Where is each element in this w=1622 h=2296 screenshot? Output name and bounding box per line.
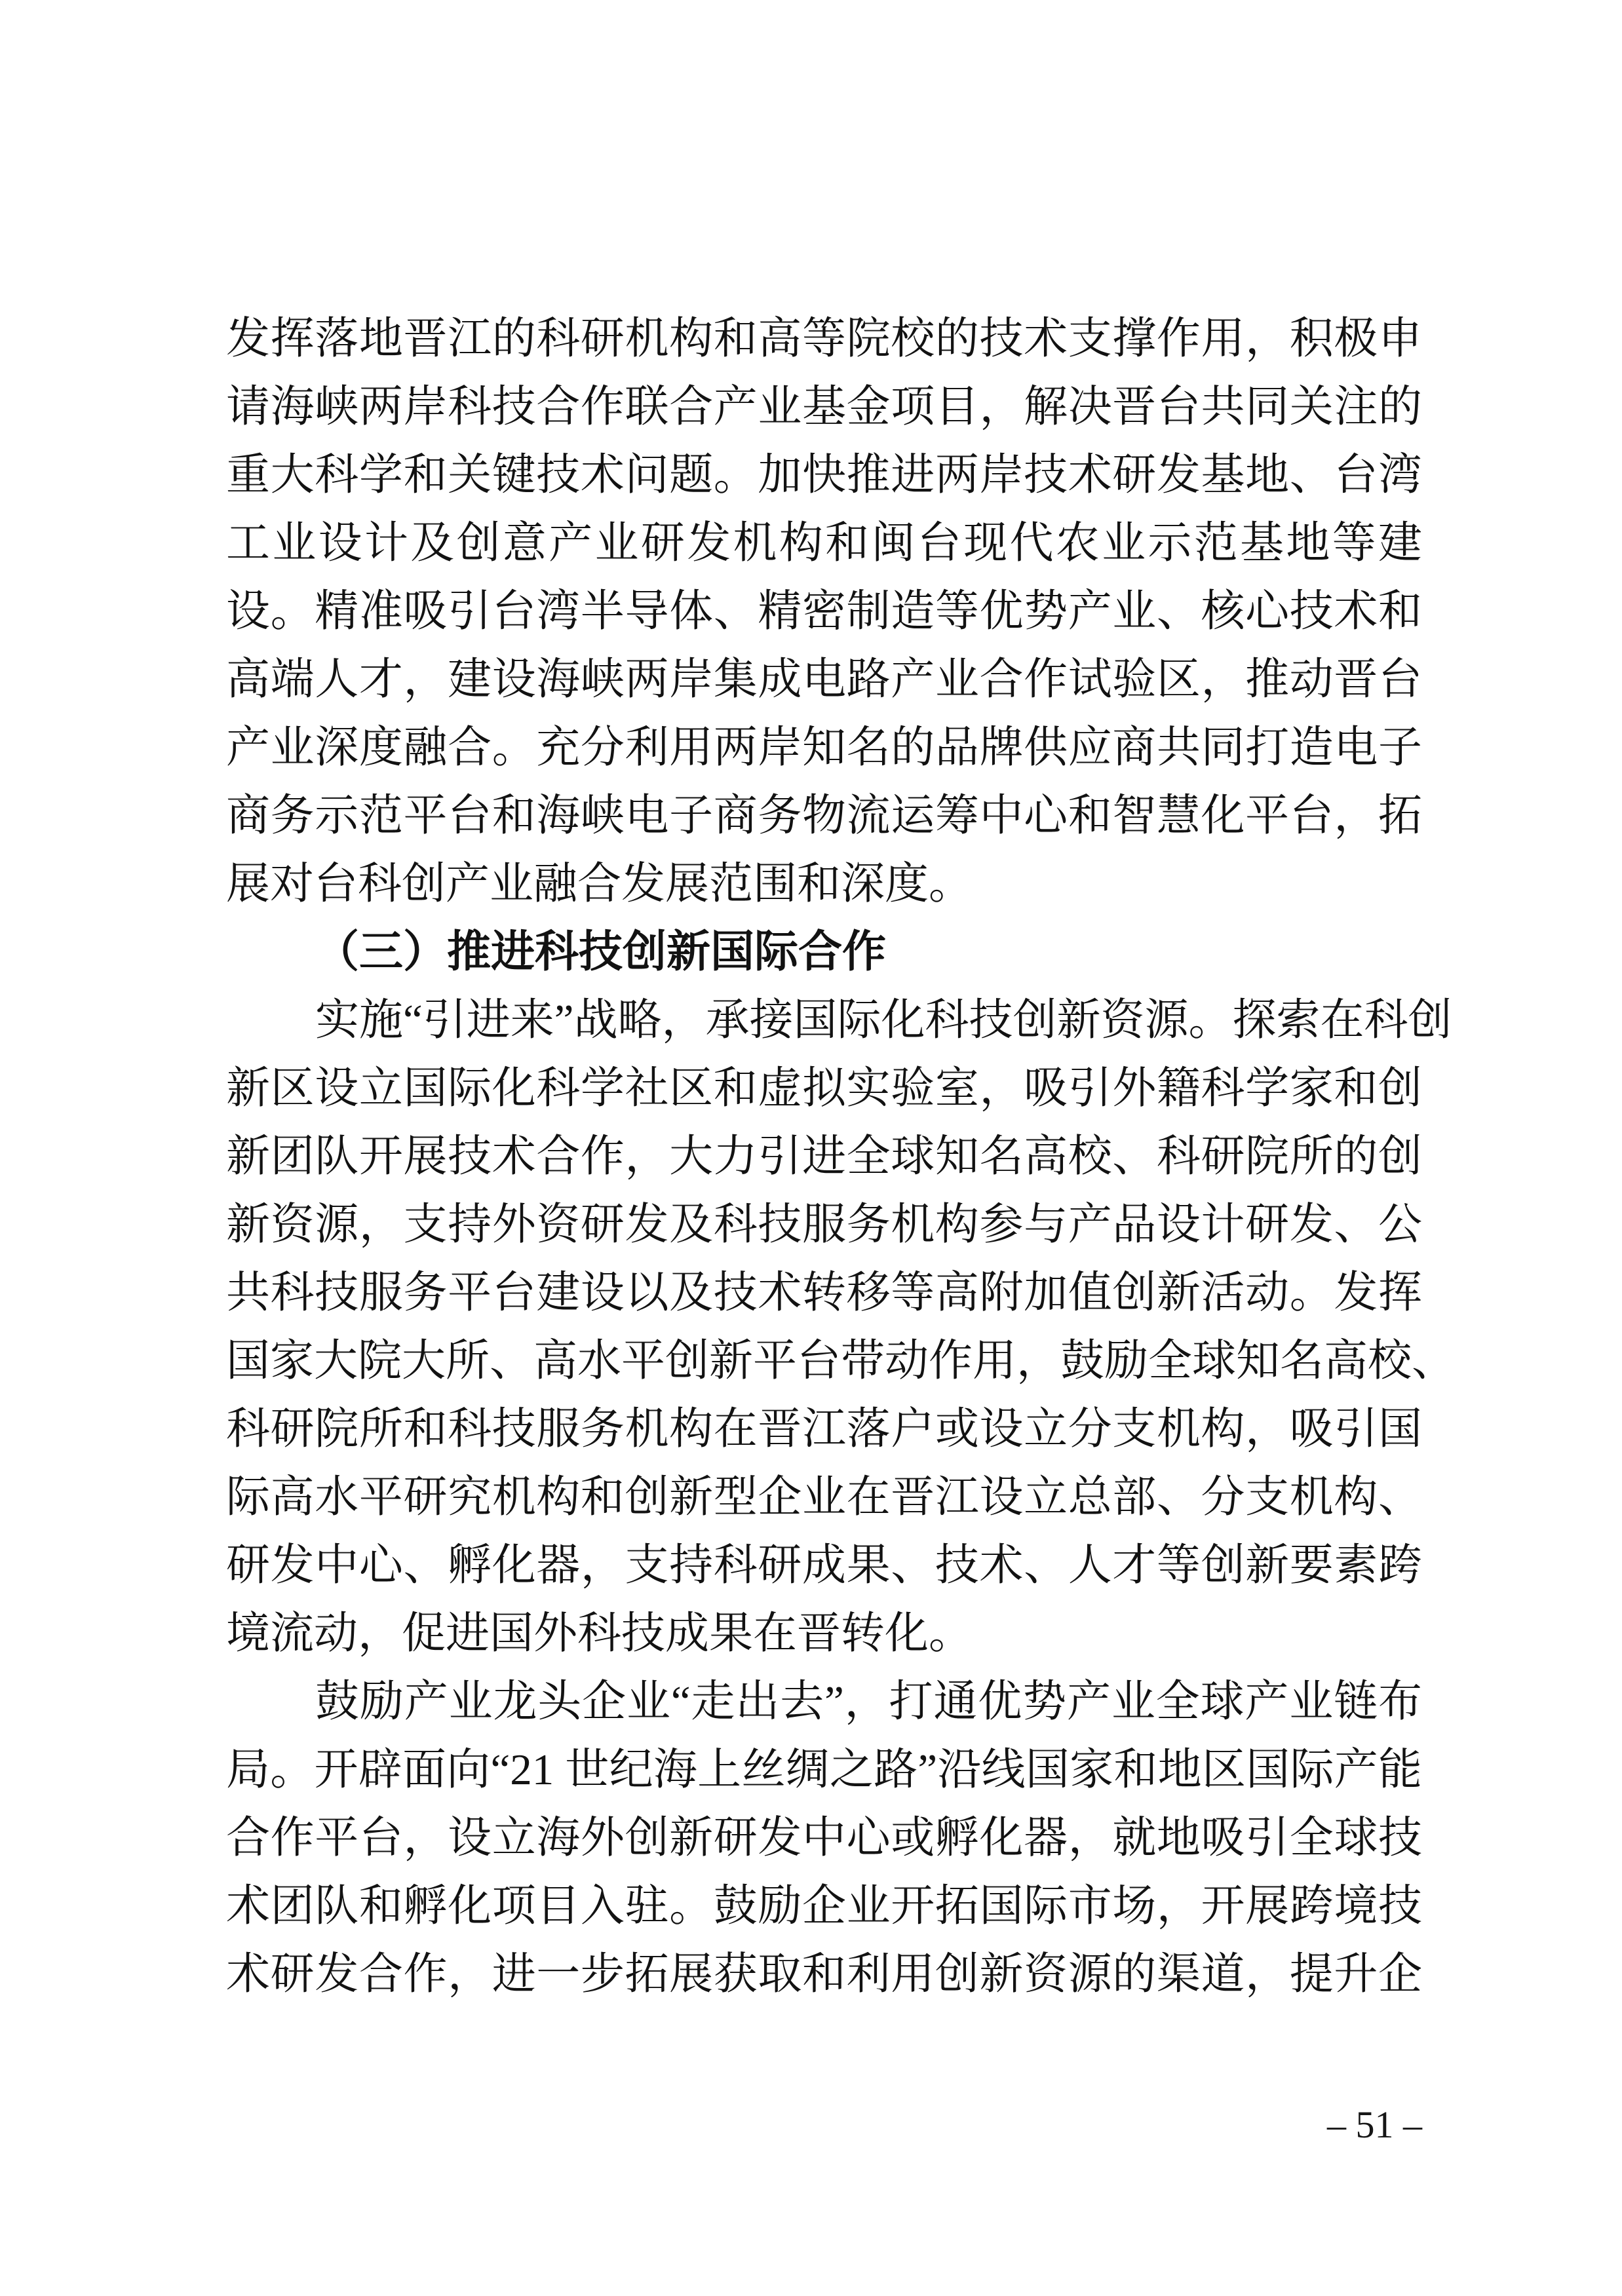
text-line: 研发中心、孵化器，支持科研成果、技术、人才等创新要素跨: [226, 1541, 1422, 1590]
text-line: 高端人才，建设海峡两岸集成电路产业合作试验区，推动晋台: [226, 655, 1422, 704]
text-line: 合作平台，设立海外创新研发中心或孵化器，就地吸引全球技: [226, 1814, 1422, 1862]
text-line: 展对台科创产业融合发展范围和深度。: [226, 860, 973, 908]
text-line: 新资源，支持外资研发及科技服务机构参与产品设计研发、公: [226, 1200, 1422, 1249]
text-line: 鼓励产业龙头企业“走出去”，打通优势产业全球产业链布: [315, 1677, 1422, 1726]
text-line: 商务示范平台和海峡电子商务物流运筹中心和智慧化平台，拓: [226, 792, 1422, 840]
text-line: 产业深度融合。充分利用两岸知名的品牌供应商共同打造电子: [226, 723, 1422, 772]
text-line: 科研院所和科技服务机构在晋江落户或设立分支机构，吸引国: [226, 1405, 1422, 1453]
text-block: [226, 305, 1456, 2008]
text-line: 实施“引进来”战略，承接国际化科技创新资源。探索在科创: [315, 996, 1452, 1044]
text-line: 际高水平研究机构和创新型企业在晋江设立总部、分支机构、: [226, 1473, 1422, 1521]
text-line: 局。开辟面向“21 世纪海上丝绸之路”沿线国家和地区国际产能: [226, 1746, 1422, 1794]
text-line: 工业设计及创意产业研发机构和闽台现代农业示范基地等建: [226, 519, 1422, 567]
text-line: 国家大院大所、高水平创新平台带动作用，鼓励全球知名高校、: [226, 1337, 1456, 1385]
text-line: 重大科学和关键技术问题。加快推进两岸技术研发基地、台湾: [226, 451, 1422, 499]
section-heading: （三）推进科技创新国际合作: [315, 928, 886, 976]
text-line: 新团队开展技术合作，大力引进全球知名高校、科研院所的创: [226, 1132, 1422, 1181]
text-line: 请海峡两岸科技合作联合产业基金项目，解决晋台共同关注的: [226, 383, 1422, 431]
text-line: 发挥落地晋江的科研机构和高等院校的技术支撑作用，积极申: [226, 315, 1422, 363]
text-line: 术研发合作，进一步拓展获取和利用创新资源的渠道，提升企: [226, 1950, 1422, 1999]
text-line: 术团队和孵化项目入驻。鼓励企业开拓国际市场，开展跨境技: [226, 1882, 1422, 1930]
text-line: 境流动，促进国外科技成果在晋转化。: [226, 1609, 973, 1658]
text-line: 设。精准吸引台湾半导体、精密制造等优势产业、核心技术和: [226, 587, 1422, 636]
text-line: 新区设立国际化科学社区和虚拟实验室，吸引外籍科学家和创: [226, 1064, 1422, 1113]
page-number: – 51 –: [1327, 2103, 1422, 2146]
text-line: 共科技服务平台建设以及技术转移等高附加值创新活动。发挥: [226, 1269, 1422, 1317]
